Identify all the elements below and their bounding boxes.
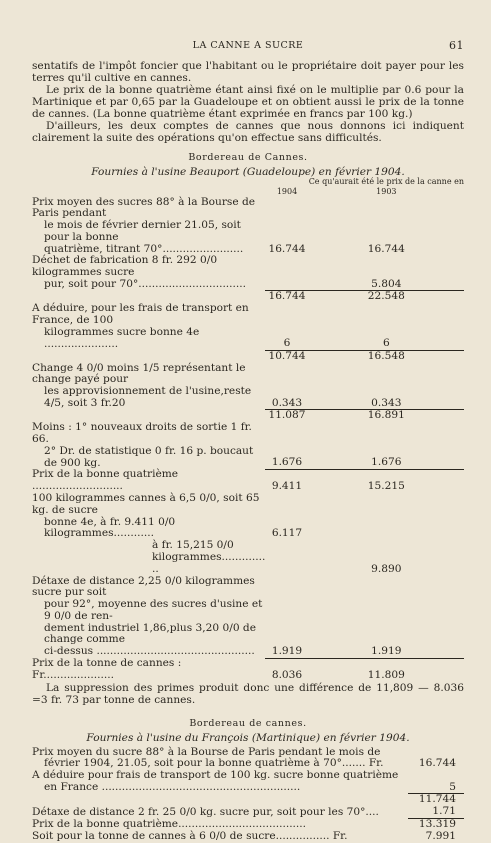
value-1903: 16.891 — [309, 410, 464, 422]
value-1904: 16.744 — [265, 291, 308, 303]
row-label-line: Soit pour la tonne de cannes à 6 0/0 de sucre................ Fr. — [32, 829, 348, 842]
value-1904: 6.117 — [271, 527, 303, 540]
col2-year: 1903 — [376, 186, 397, 196]
intro-paragraph: D'ailleurs, les deux comptes de cannes que nous donnons ici indiquent clairement la suite des opérations qu'on effectue sans difficultés. — [32, 120, 464, 144]
value-1904: 1.676 — [271, 456, 303, 469]
page-number: 61 — [449, 39, 464, 52]
row-label — [32, 469, 265, 493]
row-label — [32, 197, 265, 256]
value-1903: 0.343 — [371, 396, 402, 409]
row-label — [32, 794, 408, 806]
running-title: LA CANNE A SUCRE — [192, 40, 304, 51]
value-1904: 10.744 — [265, 350, 308, 362]
value-1903: 16.548 — [309, 350, 464, 362]
row-label — [32, 576, 265, 659]
row-label-line: dement industriel 1,86,plus 3,20 0/0 de change comme — [44, 621, 256, 646]
table-row — [32, 363, 464, 410]
value-1903: 16.744 — [367, 242, 405, 255]
bordereau1-heading: Bordereau de Cannes. — [188, 152, 308, 163]
row-value: 5 — [449, 780, 456, 793]
row-label-line: Prix moyen des sucres 88° à la Bourse de Paris pendant — [32, 195, 256, 220]
table-row — [32, 469, 464, 493]
row-value: 11.744 — [408, 794, 464, 806]
value-1904: 16.744 — [268, 242, 306, 255]
row-value: 13.319 — [408, 818, 464, 830]
table-row — [32, 806, 464, 818]
row-label-line: A déduire pour frais de transport de 100 kg. sucre bonne quatrième — [32, 769, 399, 782]
row-label-line: Déchet de fabrication 8 fr. 292 0/0 kilogrammes sucre — [32, 254, 218, 279]
value-1904: 0.343 — [271, 396, 303, 409]
bordereau2-table — [32, 747, 464, 843]
row-label — [32, 747, 408, 771]
value-1904 — [265, 255, 308, 290]
value-1903 — [309, 493, 464, 540]
row-label-line: pour 92°, moyenne des sucres d'usine et 9 0/0 de ren- — [44, 598, 263, 622]
value-1903: 9.890 — [371, 562, 402, 575]
row-label-line: pur, soit pour 70°................................ — [44, 278, 247, 291]
bordereau1-table — [32, 178, 464, 682]
table-row — [32, 350, 464, 362]
value-1904: 11.087 — [265, 410, 308, 422]
row-label-line: 100 kilogrammes cannes à 6,5 0/0, soit 65 kg. de sucre — [32, 491, 260, 516]
row-value: 16.744 — [418, 757, 456, 770]
row-label — [32, 422, 265, 469]
bordereau1-subtitle: Fournies à l'usine Beauport (Guadeloupe) en février 1904. — [91, 166, 405, 178]
row-label-line: bonne 4e, à fr. 9.411 0/0 kilogrammes............ — [44, 515, 176, 540]
row-label-line: Prix de la bonne quatrième ........................... — [32, 468, 179, 493]
table-row — [32, 197, 464, 256]
table-row — [32, 818, 464, 830]
row-label-line: le mois de février dernier 21.05, soit pour la bonne — [44, 219, 241, 243]
row-label — [32, 363, 265, 410]
value-1903: 22.548 — [309, 291, 464, 303]
row-label — [32, 658, 265, 682]
value-1903: 1.676 — [371, 456, 402, 469]
row-label-line: février 1904, 21.05, soit pour la bonne quatrième à 70°....... Fr. — [44, 757, 384, 770]
row-label-line: Prix de la bonne quatrième...................................... — [32, 817, 307, 830]
table-row — [32, 747, 464, 771]
value-1904: 9.411 — [265, 469, 308, 493]
row-label-line: Prix de la tonne de cannes : Fr..................... — [32, 657, 182, 681]
col1-year: 1904 — [276, 186, 298, 196]
table-row — [32, 658, 464, 682]
value-1903: 11.809 — [309, 658, 464, 682]
table-row — [32, 831, 464, 843]
row-label — [32, 831, 408, 843]
row-label-line: 2° Dr. de statistique 0 fr. 16 p. boucaut de 900 kg. — [44, 444, 254, 469]
table-row — [32, 576, 464, 659]
value-1904: 1.919 — [271, 644, 303, 657]
bordereau1-footer: La suppression des primes produit donc une différence de 11,809 — 8.036 =3 fr. 73 par tonne de cannes. — [32, 681, 464, 706]
col2-header: Ce qu'aurait été le prix de la canne en — [308, 177, 464, 186]
row-label-line: à fr. 15,215 0/0 kilogrammes............. .. — [152, 539, 266, 575]
value-1903: 15.215 — [309, 469, 464, 493]
table-row — [32, 770, 464, 794]
value-1903: 6 — [382, 337, 390, 350]
row-value: 7.991 — [425, 829, 456, 842]
row-label-line: Prix moyen du sucre 88° à la Bourse de Paris pendant le mois de — [32, 745, 381, 758]
page — [32, 40, 464, 843]
row-label-line: quatrième, titrant 70°........................ — [44, 242, 244, 255]
value-1903: 1.919 — [371, 644, 402, 657]
table-row — [32, 493, 464, 540]
value-1903: 5.804 — [371, 277, 402, 290]
row-label — [32, 493, 265, 540]
row-label — [32, 818, 408, 830]
row-label-line: Détaxe de distance 2 fr. 25 0/0 kg. sucre pur, soit pour les 70°.... — [32, 805, 379, 818]
row-label-line: les approvisionnement de l'usine,reste 4/5, soit 3 fr.20 — [44, 385, 252, 410]
table-row — [32, 794, 464, 806]
row-value: 1.71 — [432, 805, 456, 818]
row-label — [32, 806, 408, 818]
bordereau2-heading: Bordereau de cannes. — [189, 717, 307, 729]
table-row — [32, 255, 464, 290]
running-header — [32, 40, 464, 54]
row-label — [32, 350, 265, 362]
row-label-line: ci-dessus ............................................... — [44, 645, 255, 658]
value-1904: 6 — [283, 337, 291, 350]
value-1904 — [265, 540, 308, 575]
intro-paragraph: Le prix de la bonne quatrième étant ainsi fixé on le multiplie par 0.6 pour la Martinique et par 0,65 par la Guadeloupe et on obtient aussi le prix de la tonne de cannes. (La bonne quatrième étant exprimée en francs par 100 kg.) — [32, 84, 464, 120]
intro-paragraph: sentatifs de l'impôt foncier que l'habitant ou le propriétaire doit payer pour les terres qu'il cultive en cannes. — [32, 60, 464, 84]
row-label-line: Détaxe de distance 2,25 0/0 kilogrammes sucre pur soit — [32, 574, 255, 599]
row-label-line: en France ........................................................... — [44, 781, 301, 794]
row-label — [32, 255, 265, 290]
row-label-line: Moins : 1° nouveaux droits de sortie 1 fr. 66. — [32, 421, 252, 445]
row-label-line: Change 4 0/0 moins 1/5 représentant le change payé pour — [32, 361, 246, 386]
row-label — [32, 770, 408, 794]
row-label — [32, 303, 265, 350]
table-row — [32, 303, 464, 350]
table-row — [32, 540, 464, 575]
value-1904: 8.036 — [265, 658, 308, 682]
bordereau2-subtitle: Fournies à l'usine du François (Martinique) en février 1904. — [86, 731, 410, 744]
row-label-line: A déduire, pour les frais de transport en France, de 100 — [32, 302, 249, 326]
row-label — [32, 540, 265, 575]
table-row — [32, 422, 464, 469]
row-label-line: kilogrammes sucre bonne 4e ...................... — [44, 325, 200, 350]
